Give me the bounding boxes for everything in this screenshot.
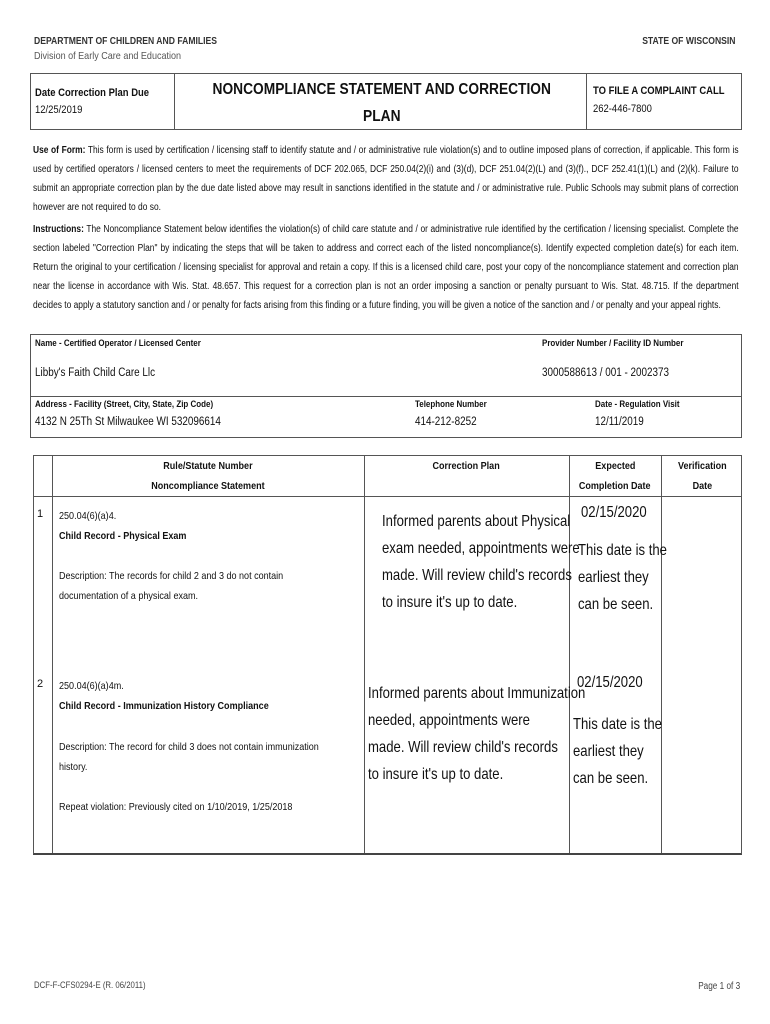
header-verification-date: Verification Date xyxy=(677,460,727,492)
due-date-label: Date Correction Plan Due xyxy=(35,87,150,99)
header-correction-plan: Correction Plan xyxy=(432,460,501,472)
noncompliance-title: Child Record - Physical Exam xyxy=(59,530,187,542)
address-label: Address - Facility (Street, City, State, Zip Code) xyxy=(35,399,214,410)
instructions-paragraph xyxy=(33,220,739,315)
complaint-phone: 262-446-7800 xyxy=(593,103,652,115)
completion-date-note[interactable]: This date is the earliest they can be seen. xyxy=(573,716,662,787)
noncompliance-description: Description: The records for child 2 and 3 do not contain documentation of a physical exam. xyxy=(59,570,284,602)
header-box xyxy=(30,73,742,130)
correction-plan-text[interactable]: Informed parents about Immunization needed, appointments were made. Will review child's records to insure it's up to date. xyxy=(368,685,586,783)
instructions-text: The Noncompliance Statement below identifies the violation(s) of child care statute and / or administrative rule identified by the certification / licensing specialist. Complete the section labeled "Correction Plan" by indicating the steps that will be taken to address and correct each of the listed noncompliance(s). Identify expected completion date(s) for each item. Return the original to your certification / licensing specialist for approval and retain a copy. If this is a licensed child care, post your copy of the noncompliance statement and correction plan near the license in accordance with Wis. Stat. 48.657. This request for a correction plan is not an order imposing a sanction or penalty pursuant to Wis. Stat. 48.715. If the department decides to apply a statutory sanction and / or penalty for facts arising from this finding or a future finding, you will be given a notice of the sanction and / or penalty and your appeal rights. xyxy=(33,224,739,311)
provider-id-label: Provider Number / Facility ID Number xyxy=(542,338,684,349)
row-number: 1 xyxy=(37,508,44,520)
telephone-label: Telephone Number xyxy=(415,399,487,410)
row-number: 2 xyxy=(37,678,44,690)
provider-name-value[interactable]: Libby's Faith Child Care Llc xyxy=(35,367,156,379)
complaint-label: TO FILE A COMPLAINT CALL xyxy=(593,85,725,97)
rule-number: 250.04(6)(a)4. xyxy=(59,510,117,522)
correction-plan-text[interactable]: Informed parents about Physical exam needed, appointments were made. Will review child's records to insure it's up to date. xyxy=(382,513,580,611)
rule-number: 250.04(6)(a)4m. xyxy=(59,680,124,692)
provider-name-label: Name - Certified Operator / Licensed Center xyxy=(35,338,201,349)
due-date-value[interactable]: 12/25/2019 xyxy=(35,104,83,116)
provider-address-row xyxy=(30,396,742,438)
noncompliance-title: Child Record - Immunization History Compliance xyxy=(59,700,269,712)
complaint-cell xyxy=(586,74,741,129)
repeat-violation-note: Repeat violation: Previously cited on 1/10/2019, 1/25/2018 xyxy=(59,801,293,813)
address-value[interactable]: 4132 N 25Th St Milwaukee WI 532096614 xyxy=(35,416,221,428)
header-rule-statute: Rule/Statute Number Noncompliance Statement xyxy=(151,460,265,492)
visit-date-value[interactable]: 12/11/2019 xyxy=(595,416,644,428)
form-title-line2: PLAN xyxy=(362,108,401,125)
telephone-value[interactable]: 414-212-8252 xyxy=(415,416,477,428)
department-name: DEPARTMENT OF CHILDREN AND FAMILIES xyxy=(34,36,217,47)
use-of-form-label: Use of Form: xyxy=(33,145,86,156)
header-expected-date: Expected Completion Date xyxy=(579,460,651,492)
form-title xyxy=(175,76,588,130)
use-of-form-paragraph xyxy=(33,141,739,217)
noncompliance-table xyxy=(33,455,742,855)
page-number: Page 1 of 3 xyxy=(698,981,740,992)
division-name: Division of Early Care and Education xyxy=(34,50,182,62)
form-id: DCF-F-CFS0294-E (R. 06/2011) xyxy=(34,980,146,991)
use-of-form-text: This form is used by certification / licensing staff to identify statute and / or administrative rule violation(s) and to outline imposed plans of correction, if applicable. This form is used by certified operators / licensed centers to meet the requirements of DCF 202.065, DCF 250.04(2)(i) and (3)(d), DCF 251.04(2)(L) and (3)(f)., DCF 252.41(1)(L) and (2)(k). Failure to submit an appropriate correction plan by the due date listed above may result in sanctions identified in the statute and / or administrative rule. Public Schools may submit plans of correction however are not required to do so. xyxy=(33,145,739,213)
provider-name-row xyxy=(30,334,742,396)
expected-completion-date[interactable]: 02/15/2020 xyxy=(577,674,643,691)
noncompliance-description: Description: The record for child 3 does not contain immunization history. xyxy=(59,741,319,773)
provider-id-value[interactable]: 3000588613 / 001 - 2002373 xyxy=(542,367,670,379)
visit-date-label: Date - Regulation Visit xyxy=(595,399,680,410)
instructions-label: Instructions: xyxy=(33,224,84,235)
completion-date-note[interactable]: This date is the earliest they can be seen. xyxy=(578,542,667,613)
due-date-cell xyxy=(31,74,175,129)
form-title-line1: NONCOMPLIANCE STATEMENT AND CORRECTION xyxy=(212,81,551,98)
expected-completion-date[interactable]: 02/15/2020 xyxy=(581,504,647,521)
state-name: STATE OF WISCONSIN xyxy=(642,36,736,47)
